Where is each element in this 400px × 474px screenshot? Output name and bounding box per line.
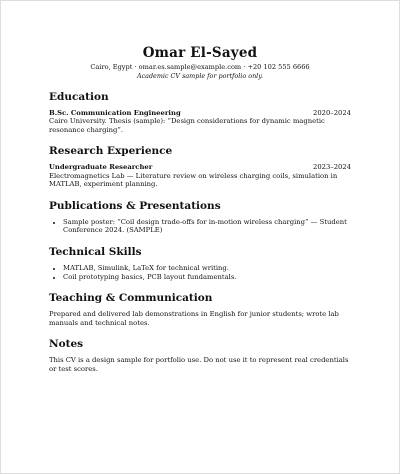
research-entry-header	[49, 163, 351, 172]
skills-list	[49, 264, 351, 281]
education-details: Cairo University. Thesis (sample): “Design considerations for dynamic magnetic resonance charging”.	[49, 117, 325, 134]
section-title-notes: Notes	[49, 338, 84, 351]
contact-line: Cairo, Egypt · omar.es.sample@example.com · +20 102 555 6666	[90, 63, 310, 71]
section-title-skills: Technical Skills	[49, 246, 142, 259]
research-section	[49, 145, 351, 189]
section-title-teaching: Teaching & Communication	[49, 292, 213, 305]
publications-section	[49, 200, 351, 235]
teaching-section	[49, 292, 351, 327]
publications-list	[49, 218, 351, 235]
candidate-name: Omar El-Sayed	[142, 45, 258, 61]
section-title-education: Education	[49, 90, 109, 103]
teaching-text: Prepared and delivered lab demonstrations in English for junior students; wrote lab manuals and technical notes.	[49, 310, 339, 327]
research-dates: 2023–2024	[313, 163, 351, 172]
section-title-publications: Publications & Presentations	[49, 199, 221, 212]
cv-content	[49, 45, 351, 374]
notes-section	[49, 338, 351, 373]
education-section	[49, 91, 351, 135]
degree-title: B.Sc. Communication Engineering	[49, 108, 181, 117]
skills-section	[49, 246, 351, 281]
list-item: • MATLAB, Simulink, LaTeX for technical writing.	[63, 264, 351, 273]
education-dates: 2020–2024	[313, 108, 351, 117]
research-details: Electromagnetics Lab — Literature review on wireless charging coils, simulation in MATLAB, experiment planning.	[49, 171, 338, 189]
education-entry-header	[49, 109, 351, 118]
research-role: Undergraduate Researcher	[49, 163, 153, 172]
sample-note: Academic CV sample for portfolio only.	[136, 71, 264, 80]
cv-header	[49, 45, 351, 80]
notes-text: This CV is a design sample for portfolio use. Do not use it to represent real credentials or test scores.	[49, 356, 349, 374]
section-title-research: Research Experience	[49, 145, 173, 158]
list-item: • Sample poster: “Coil design trade-offs for in-motion wireless charging” — Student Conference 2024. (SAMPLE)	[63, 218, 351, 235]
list-item: • Coil prototyping basics, PCB layout fundamentals.	[63, 273, 351, 282]
